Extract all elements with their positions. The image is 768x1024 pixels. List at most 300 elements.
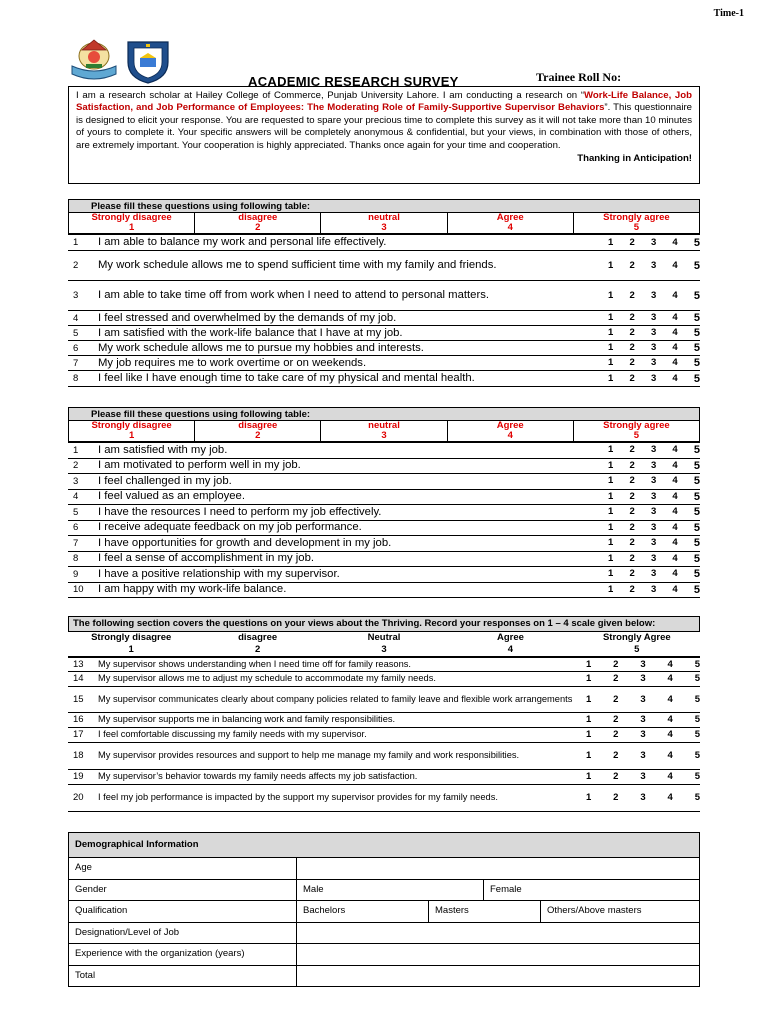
response-option[interactable]: 2 <box>629 327 635 338</box>
response-option[interactable]: 1 <box>586 792 592 803</box>
question-text: My work schedule allows me to pursue my hobbies and interests. <box>98 341 424 354</box>
response-option[interactable]: 1 <box>608 506 614 518</box>
response-option[interactable]: 3 <box>650 372 657 384</box>
response-option[interactable]: 3 <box>650 583 657 595</box>
response-option[interactable]: 4 <box>672 342 678 353</box>
response-option[interactable]: 5 <box>694 771 700 782</box>
response-option[interactable]: 1 <box>586 693 592 705</box>
response-option[interactable]: 1 <box>608 342 614 353</box>
demographics-heading: Demographical Information <box>69 833 699 858</box>
response-option[interactable]: 2 <box>629 357 635 368</box>
scale-number: 2 <box>195 431 321 441</box>
response-option[interactable]: 5 <box>693 568 700 581</box>
question-text: My supervisor supports me in balancing work and family responsibilities. <box>98 714 396 724</box>
response-option[interactable]: 1 <box>608 490 614 502</box>
scale-label: Agree <box>448 421 574 431</box>
response-options <box>608 237 700 249</box>
section1-instruction: Please fill these questions using following table: <box>68 199 700 213</box>
response-option[interactable]: 1 <box>608 552 614 564</box>
response-option[interactable]: 2 <box>629 583 635 595</box>
section-work-life <box>68 199 700 387</box>
question-number: 15 <box>73 693 84 705</box>
question-number: 3 <box>73 290 79 301</box>
experience-field[interactable] <box>297 944 699 965</box>
scale-number: 5 <box>633 222 640 233</box>
question-number: 10 <box>73 584 84 596</box>
response-option[interactable]: 3 <box>650 312 657 323</box>
question-row <box>68 743 700 770</box>
question-text: I am satisfied with the work-life balance that I have at my job. <box>98 326 403 339</box>
response-option[interactable]: 5 <box>693 552 700 565</box>
response-option[interactable]: 3 <box>640 729 646 740</box>
demo-row-age <box>69 858 699 880</box>
response-options <box>608 491 700 503</box>
hailey-college-crest-icon <box>128 42 168 83</box>
question-row <box>68 687 700 713</box>
response-option[interactable]: 1 <box>608 289 614 301</box>
response-option[interactable]: 5 <box>693 537 700 550</box>
scale-number: 2 <box>254 643 261 655</box>
question-text: I am satisfied with my job. <box>98 443 228 456</box>
response-option[interactable]: 4 <box>672 568 678 580</box>
question-row <box>68 658 700 672</box>
response-option[interactable]: 2 <box>629 459 635 471</box>
response-option[interactable]: 2 <box>629 372 635 384</box>
question-number: 17 <box>73 729 84 740</box>
question-number: 13 <box>73 658 84 670</box>
response-option[interactable]: 3 <box>640 792 646 803</box>
response-option[interactable]: 1 <box>608 459 614 471</box>
response-option[interactable]: 5 <box>693 312 700 324</box>
question-number: 8 <box>73 373 79 384</box>
response-option[interactable]: 2 <box>613 792 619 803</box>
response-options <box>586 771 700 782</box>
question-row <box>68 567 700 583</box>
question-text: My supervisor shows understanding when I need time off for family reasons. <box>98 658 411 669</box>
question-text: My supervisor allows me to adjust my schedule to accommodate my family needs. <box>98 673 436 683</box>
question-number: 2 <box>73 460 79 472</box>
response-option[interactable]: 5 <box>693 444 700 457</box>
question-text: My supervisor communicates clearly about company policies related to family leave and flexible work arrangements <box>98 693 573 704</box>
response-option[interactable]: 4 <box>667 792 673 803</box>
response-option[interactable]: 5 <box>694 658 700 670</box>
question-number: 8 <box>73 553 79 565</box>
section3-scale-labels <box>68 632 700 644</box>
designation-label: Designation/Level of Job <box>69 923 297 944</box>
response-options <box>586 673 700 684</box>
total-field[interactable] <box>297 966 699 987</box>
scale-label: Strongly disagree <box>91 631 172 643</box>
question-row <box>68 552 700 568</box>
scale-label: Strongly disagree <box>69 421 195 431</box>
response-option[interactable]: 1 <box>608 568 614 580</box>
response-option[interactable]: 4 <box>672 521 678 533</box>
response-option[interactable]: 5 <box>693 327 700 339</box>
response-options <box>586 792 700 803</box>
response-options <box>608 373 700 385</box>
scale-label: Strongly Agree <box>602 631 671 643</box>
question-number: 3 <box>73 475 79 487</box>
response-option[interactable]: 3 <box>650 327 657 338</box>
question-row <box>68 785 700 812</box>
response-option[interactable]: 2 <box>613 750 619 761</box>
response-options <box>586 659 700 670</box>
question-number: 2 <box>73 260 79 271</box>
question-row <box>68 713 700 728</box>
response-option[interactable]: 3 <box>650 342 657 353</box>
qualification-label: Qualification <box>69 901 297 922</box>
response-option[interactable]: 3 <box>650 236 657 248</box>
scale-label: Strongly agree <box>603 212 670 223</box>
question-number: 4 <box>73 491 79 503</box>
response-option[interactable]: 5 <box>694 714 700 725</box>
section-job-satisfaction <box>68 407 700 598</box>
response-option[interactable]: 1 <box>586 658 592 670</box>
response-option[interactable]: 1 <box>608 537 614 549</box>
response-option[interactable]: 4 <box>672 537 678 549</box>
response-option[interactable]: 4 <box>672 506 678 518</box>
question-number: 16 <box>73 714 84 725</box>
question-text: I feel my job performance is impacted by the support my supervisor provides for my family needs. <box>98 792 498 802</box>
response-option[interactable]: 5 <box>694 693 700 705</box>
age-label: Age <box>69 858 297 879</box>
question-text: I am able to take time off from work when I need to attend to personal matters. <box>98 289 489 301</box>
question-text: I feel stressed and overwhelmed by the demands of my job. <box>98 311 397 324</box>
question-text: I have opportunities for growth and development in my job. <box>98 536 392 549</box>
question-row <box>68 251 700 281</box>
response-options <box>608 522 700 534</box>
response-options <box>608 475 700 487</box>
response-options <box>586 694 700 705</box>
response-option[interactable]: 1 <box>608 475 614 487</box>
response-option[interactable]: 3 <box>650 357 657 368</box>
response-option[interactable]: 3 <box>650 552 657 564</box>
scale-label: neutral <box>321 421 447 431</box>
response-option[interactable]: 4 <box>667 750 673 761</box>
response-option[interactable]: 5 <box>693 475 700 488</box>
response-option[interactable]: 1 <box>608 312 614 323</box>
response-option[interactable]: 3 <box>640 658 646 670</box>
scale-number: 5 <box>634 643 640 655</box>
age-field[interactable] <box>297 858 699 879</box>
question-row <box>68 583 700 599</box>
question-row <box>68 326 700 341</box>
question-text: I feel a sense of accomplishment in my job. <box>98 552 314 565</box>
response-option[interactable]: 3 <box>650 459 657 471</box>
response-option[interactable]: 4 <box>667 658 673 670</box>
response-option[interactable]: 2 <box>629 537 635 549</box>
section2-scale-numbers <box>68 431 700 443</box>
question-row <box>68 235 700 251</box>
response-option[interactable]: 2 <box>613 693 619 705</box>
response-option[interactable]: 1 <box>608 444 614 456</box>
demo-row-designation <box>69 923 699 945</box>
question-row <box>68 474 700 490</box>
response-option[interactable]: 5 <box>693 521 700 534</box>
scale-number: 1 <box>128 643 134 655</box>
response-option[interactable]: 3 <box>650 444 657 456</box>
response-option[interactable]: 1 <box>586 729 592 740</box>
total-label: Total <box>69 966 297 987</box>
response-option[interactable]: 4 <box>672 357 678 368</box>
thanks-text: Thanking in Anticipation! <box>577 153 692 165</box>
question-text: I am happy with my work-life balance. <box>98 583 287 596</box>
response-options <box>586 729 700 740</box>
question-row <box>68 459 700 475</box>
question-number: 7 <box>73 357 79 369</box>
response-option[interactable]: 3 <box>650 490 657 502</box>
page-title: ACADEMIC RESEARCH SURVEY <box>248 74 459 89</box>
demo-row-total <box>69 966 699 987</box>
question-number: 7 <box>73 537 79 549</box>
question-number: 4 <box>73 312 79 324</box>
scale-number: 1 <box>69 431 195 441</box>
question-row <box>68 536 700 552</box>
response-options <box>608 342 700 354</box>
qualification-option-others[interactable]: Others/Above masters <box>547 905 642 916</box>
response-option[interactable]: 1 <box>586 673 592 684</box>
question-number: 18 <box>73 750 84 761</box>
scale-label: Strongly disagree <box>69 213 195 223</box>
university-logos <box>66 36 176 84</box>
scale-number: 3 <box>321 431 447 441</box>
response-option[interactable]: 2 <box>629 506 635 518</box>
section2-instruction: Please fill these questions using following table: <box>68 407 700 421</box>
response-option[interactable]: 5 <box>693 459 700 472</box>
response-option[interactable]: 3 <box>640 750 646 761</box>
response-option[interactable]: 4 <box>672 459 678 471</box>
response-option[interactable]: 2 <box>629 289 635 301</box>
scale-label: neutral <box>321 213 447 223</box>
response-option[interactable]: 5 <box>693 583 700 596</box>
response-options <box>586 750 700 761</box>
section3-questions <box>68 658 700 812</box>
question-text: I am able to balance my work and personal life effectively. <box>98 236 387 248</box>
question-number: 20 <box>73 792 84 803</box>
section1-scale-numbers <box>68 223 700 235</box>
intro-box <box>68 86 700 184</box>
response-options <box>608 584 700 596</box>
intro-text-1: I am a research scholar at Hailey College of Commerce, Punjab University Lahore. I am conducting a research on “ <box>76 90 585 101</box>
response-option[interactable]: 3 <box>650 568 657 580</box>
gender-label: Gender <box>69 880 297 901</box>
response-option[interactable]: 3 <box>640 714 646 725</box>
question-number: 19 <box>73 771 84 782</box>
question-row <box>68 672 700 687</box>
qualification-option-masters[interactable]: Masters <box>429 901 541 922</box>
question-number: 1 <box>73 237 79 248</box>
response-option[interactable]: 3 <box>650 289 657 301</box>
qualification-option-bachelors[interactable]: Bachelors <box>297 901 429 922</box>
scale-number: 3 <box>381 643 387 655</box>
response-option[interactable]: 4 <box>672 552 678 564</box>
response-option[interactable]: 4 <box>672 289 678 301</box>
section-supervisor-support <box>68 616 700 812</box>
demographics-table <box>68 832 700 987</box>
gender-option-female[interactable]: Female <box>490 883 522 895</box>
question-text: I feel comfortable discussing my family needs with my supervisor. <box>98 729 367 739</box>
response-option[interactable]: 4 <box>672 475 678 487</box>
question-row <box>68 490 700 506</box>
response-options <box>608 553 700 565</box>
time-label: Time-1 <box>713 8 744 19</box>
response-option[interactable]: 3 <box>640 771 646 782</box>
response-option[interactable]: 5 <box>693 506 700 519</box>
response-option[interactable]: 1 <box>608 236 614 248</box>
response-option[interactable]: 3 <box>650 259 657 271</box>
response-options <box>608 357 700 369</box>
response-option[interactable]: 3 <box>650 506 657 518</box>
scale-number: 1 <box>69 223 195 233</box>
response-options <box>608 506 700 518</box>
response-options <box>586 714 700 725</box>
question-number: 9 <box>73 568 79 580</box>
response-option[interactable]: 1 <box>608 259 614 271</box>
scale-label: Agree <box>496 631 524 643</box>
question-text: I am motivated to perform well in my job. <box>98 459 301 472</box>
scale-number: 2 <box>195 223 321 233</box>
response-option[interactable]: 3 <box>640 693 646 705</box>
response-option[interactable]: 2 <box>629 552 635 564</box>
question-text: My supervisor provides resources and support to help me manage my family and work responsibilities. <box>98 750 520 760</box>
scale-label: Agree <box>448 213 574 223</box>
section3-scale-numbers <box>68 644 700 658</box>
response-option[interactable]: 2 <box>629 444 635 456</box>
question-text: I feel challenged in my job. <box>98 474 232 487</box>
response-option[interactable]: 2 <box>629 259 635 271</box>
response-option[interactable]: 1 <box>586 714 592 725</box>
response-option[interactable]: 5 <box>693 357 700 369</box>
response-option[interactable]: 2 <box>629 475 635 487</box>
response-option[interactable]: 2 <box>613 658 619 670</box>
response-option[interactable]: 1 <box>608 357 614 368</box>
response-option[interactable]: 5 <box>694 792 700 803</box>
response-option[interactable]: 1 <box>608 521 614 533</box>
question-row <box>68 443 700 459</box>
response-option[interactable]: 4 <box>672 372 678 384</box>
scale-number: 3 <box>321 223 447 233</box>
response-option[interactable]: 3 <box>650 521 657 533</box>
response-option[interactable]: 5 <box>694 750 700 761</box>
response-option[interactable]: 5 <box>693 236 700 249</box>
question-text: I feel valued as an employee. <box>98 490 245 503</box>
response-option[interactable]: 2 <box>613 673 619 684</box>
question-number: 5 <box>73 506 79 518</box>
trainee-roll-label: Trainee Roll No: <box>536 70 622 84</box>
scale-number: 4 <box>448 223 574 233</box>
response-options <box>608 312 700 324</box>
response-options <box>608 260 700 272</box>
response-option[interactable]: 5 <box>693 342 700 354</box>
question-row <box>68 728 700 743</box>
response-options <box>608 537 700 549</box>
scale-label: Strongly agree <box>603 420 670 431</box>
question-number: 5 <box>73 327 79 339</box>
response-option[interactable]: 2 <box>613 729 619 740</box>
designation-field[interactable] <box>297 923 699 944</box>
response-option[interactable]: 4 <box>672 583 678 595</box>
response-option[interactable]: 5 <box>694 729 700 740</box>
response-option[interactable]: 1 <box>608 583 614 595</box>
response-option[interactable]: 4 <box>667 693 673 705</box>
punjab-university-logo-icon <box>72 40 116 79</box>
response-option[interactable]: 4 <box>667 714 673 725</box>
response-option[interactable]: 4 <box>672 490 678 502</box>
response-option[interactable]: 1 <box>608 372 614 384</box>
scale-label: disagree <box>238 631 278 643</box>
question-row <box>68 521 700 537</box>
research-title: Work-Life Balance, Job Satisfaction, and Job Performance of Employees: The Moderating Role of Family-Supportive Supervisor Behaviors <box>76 90 692 114</box>
scale-number: 5 <box>633 430 640 441</box>
question-number: 1 <box>73 444 79 456</box>
question-row <box>68 341 700 356</box>
response-option[interactable]: 1 <box>608 327 614 338</box>
question-number: 6 <box>73 342 79 354</box>
question-number: 14 <box>73 673 84 684</box>
question-row <box>68 356 700 371</box>
response-option[interactable]: 4 <box>672 327 678 338</box>
response-option[interactable]: 4 <box>667 771 673 782</box>
response-option[interactable]: 4 <box>672 259 678 271</box>
response-option[interactable]: 5 <box>693 490 700 503</box>
question-row <box>68 311 700 326</box>
response-options <box>608 444 700 456</box>
question-text: My supervisor’s behavior towards my family needs affects my job satisfaction. <box>98 771 418 781</box>
question-text: I feel like I have enough time to take care of my physical and mental health. <box>98 372 475 384</box>
response-option[interactable]: 1 <box>586 771 592 782</box>
gender-option-male[interactable]: Male <box>297 880 484 901</box>
response-option[interactable]: 5 <box>693 259 700 272</box>
section3-instruction: The following section covers the questions on your views about the Thriving. Record your responses on 1 – 4 scale given below: <box>68 616 700 632</box>
response-option[interactable]: 2 <box>613 771 619 782</box>
response-option[interactable]: 3 <box>650 475 657 487</box>
question-row <box>68 770 700 785</box>
intro-text-2: ”. This questionnaire is designed to elicit your response. You are requested to spare your precious time to complete this survey as it will not take more than 10 minutes of yours to complete it. Your specific answers will be completely anonymous & confidential, but your views, in combination with those of others, are extremely important. Your cooperation is highly appreciated. Thanks once again for your time and cooperation. <box>76 102 692 151</box>
response-option[interactable]: 5 <box>693 372 700 385</box>
response-option[interactable]: 3 <box>650 537 657 549</box>
response-option[interactable]: 2 <box>613 714 619 725</box>
scale-label: disagree <box>195 421 321 431</box>
response-option[interactable]: 2 <box>629 568 635 580</box>
response-option[interactable]: 1 <box>586 750 592 761</box>
question-row <box>68 371 700 387</box>
scale-number: 4 <box>448 431 574 441</box>
demo-row-experience <box>69 944 699 966</box>
response-option[interactable]: 4 <box>672 312 678 323</box>
response-option[interactable]: 2 <box>629 490 635 502</box>
question-row <box>68 281 700 311</box>
demo-row-gender <box>69 880 699 902</box>
response-option[interactable]: 5 <box>694 673 700 684</box>
response-option[interactable]: 4 <box>667 673 673 684</box>
scale-number: 4 <box>507 643 514 655</box>
response-options <box>608 290 700 302</box>
response-option[interactable]: 4 <box>672 444 678 456</box>
response-option[interactable]: 2 <box>629 312 635 323</box>
question-text: I have the resources I need to perform my job effectively. <box>98 505 382 518</box>
scale-label: disagree <box>195 213 321 223</box>
section2-questions <box>68 443 700 598</box>
response-option[interactable]: 2 <box>629 236 635 248</box>
response-option[interactable]: 2 <box>629 521 635 533</box>
question-number: 6 <box>73 522 79 534</box>
response-option[interactable]: 4 <box>667 729 673 740</box>
response-option[interactable]: 2 <box>629 342 635 353</box>
response-option[interactable]: 4 <box>672 236 678 248</box>
response-option[interactable]: 3 <box>640 673 646 684</box>
response-options <box>608 327 700 339</box>
response-option[interactable]: 5 <box>693 289 700 302</box>
